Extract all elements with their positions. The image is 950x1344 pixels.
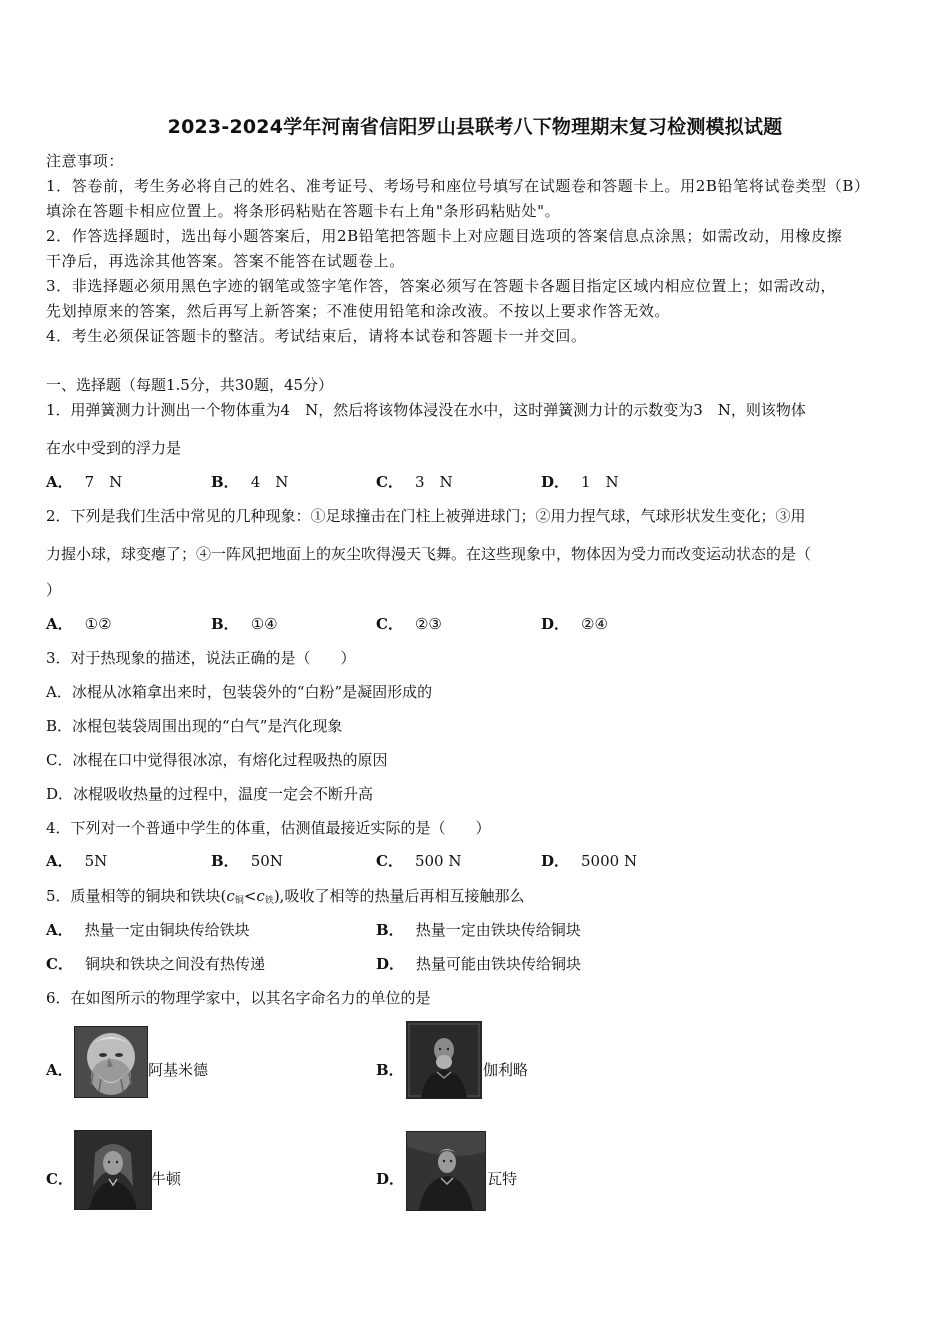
question-2-stem-cont: 力握小球，球变瘪了；④一阵风把地面上的灰尘吹得漫天飞舞。在这些现象中，物体因为受力而改变运动状态的是（	[46, 545, 812, 563]
question-6-stem: 6．在如图所示的物理学家中，以其名字命名力的单位的是	[46, 989, 431, 1007]
q3-option-d: D．冰棍吸收热量的过程中，温度一定会不断升高	[46, 785, 374, 803]
q2-option-a: A． ①②	[46, 615, 112, 633]
exam-page: 2023-2024学年河南省信阳罗山县联考八下物理期末复习检测模拟试题 注意事项： 1．答卷前，考生务必将自己的姓名、准考证号、考场号和座位号填写在试题卷和答题卡上。用2B铅笔将试卷类型（B） 填涂在答题卡相应位置上。将条形码粘贴在答题卡右上角"条形码粘贴处"。 2．作答选择题时，选出每小题答案后，用2B铅笔把答题卡上对应题目选项的答案信息点涂黑；如需改动，用橡皮擦 干净后，再选涂其他答案。答案不能答在试题卷上。 3．非选择题必须用黑色字迹的钢笔或签字笔作答，答案必须写在答题卡各题目指定区域内相应位置上；如需改动， 先划掉原来的答案，然后再写上新答案；不准使用铅笔和涂改液。不按以上要求作答无效。 4．考生必须保证答题卡的整洁。考试结束后，请将本试卷和答题卡一并交回。 一、选择题（每题1.5分，共30题，45分） 1．用弹簧测力计测出一个物体重为4 N，然后将该物体浸没在水中，这时弹簧测力计的示数变为3 N，则该物体 在水中受到的浮力是 A． 7 N B． 4 N C． 3 N D． 1 N 2．下列是我们生活中常见的几种现象：①足球撞击在门柱上被弹进球门；②用力捏气球，气球形状发生变化；③用 力握小球，球变瘪了；④一阵风把地面上的灰尘吹得漫天飞舞。在这些现象中，物体因为受力而改变运动状态的是（ ） A． ①② B． ①④ C． ②③ D． ②④ 3．对于热现象的描述，说法正确的是（ ） A．冰棍从冰箱拿出来时，包装袋外的“白粉”是凝固形成的 B．冰棍包装袋周围出现的“白气”是汽化现象 C．冰棍在口中觉得很冰凉，有熔化过程吸热的原因 D．冰棍吸收热量的过程中，温度一定会不断升高 4．下列对一个普通中学生的体重，估测值最接近实际的是（ ） A． 5N B． 50N C． 500 N D． 5000 N 5．质量相等的铜块和铁块$(c_铜<c_铁)$,吸收了相等的热量后再相互接触那么 A． 热量一定由铜块传给铁块 B． 热量一定由铁块传给铜块 C． 铜块和铁块之间没有热传递 D． 热量可能由铁块传给铜块 6．在如图所示的物理学家中，以其名字命名力的单位的是 A． 阿基米德 B． 伽利略 C． 牛顿 D． 瓦特	[0, 0, 950, 1344]
question-3-stem: 3．对于热现象的描述，说法正确的是（ ）	[46, 649, 356, 667]
question-5-stem: 5．质量相等的铜块和铁块$(c_铜<c_铁)$,吸收了相等的热量后再相互接触那么	[46, 887, 525, 906]
notice-line: 填涂在答题卡相应位置上。将条形码粘贴在答题卡右上角"条形码粘贴处"。	[46, 202, 561, 220]
question-1-stem-cont: 在水中受到的浮力是	[46, 439, 182, 457]
question-1-stem: 1．用弹簧测力计测出一个物体重为4 N，然后将该物体浸没在水中，这时弹簧测力计的示数变为3 N，则该物体	[46, 401, 806, 419]
q5-option-b: B． 热量一定由铁块传给铜块	[376, 921, 581, 939]
page-title: 2023-2024学年河南省信阳罗山县联考八下物理期末复习检测模拟试题	[167, 116, 783, 138]
q2-option-d: D． ②④	[541, 615, 608, 633]
notice-line: 1．答卷前，考生务必将自己的姓名、准考证号、考场号和座位号填写在试题卷和答题卡上。用2B铅笔将试卷类型（B）	[46, 177, 870, 195]
q1-option-c: C． 3 N	[376, 473, 453, 491]
q1-option-a: A． 7 N	[46, 473, 123, 491]
q3-option-b: B．冰棍包装袋周围出现的“白气”是汽化现象	[46, 717, 343, 735]
q5-option-c: C． 铜块和铁块之间没有热传递	[46, 955, 265, 973]
newton-portrait-image	[74, 1130, 152, 1210]
q4-option-a: A． 5N	[46, 852, 108, 870]
notice-line: 先划掉原来的答案，然后再写上新答案；不准使用铅笔和涂改液。不按以上要求作答无效。	[46, 302, 671, 320]
question-2-stem-end: ）	[46, 581, 62, 599]
q3-option-c: C．冰棍在口中觉得很冰凉，有熔化过程吸热的原因	[46, 751, 388, 769]
q1-option-d: D． 1 N	[541, 473, 619, 491]
notice-line: 3．非选择题必须用黑色字迹的钢笔或签字笔作答，答案必须写在答题卡各题目指定区域内相应位置上；如需改动，	[46, 277, 837, 295]
q2-option-c: C． ②③	[376, 615, 442, 633]
q4-option-b: B． 50N	[211, 852, 283, 870]
q4-option-d: D． 5000 N	[541, 852, 638, 870]
section-heading: 一、选择题（每题1.5分，共30题，45分）	[46, 376, 334, 394]
q5-option-a: A． 热量一定由铜块传给铁块	[46, 921, 250, 939]
q4-option-c: C． 500 N	[376, 852, 462, 870]
q2-option-b: B． ①④	[211, 615, 278, 633]
notice-line: 2．作答选择题时，选出每小题答案后，用2B铅笔把答题卡上对应题目选项的答案信息点涂黑；如需改动，用橡皮擦	[46, 227, 843, 245]
galileo-portrait-image	[406, 1021, 482, 1099]
question-4-stem: 4．下列对一个普通中学生的体重，估测值最接近实际的是（ ）	[46, 819, 491, 837]
archimedes-portrait-image	[74, 1026, 148, 1098]
q5-option-d: D． 热量可能由铁块传给铜块	[376, 955, 582, 973]
watt-portrait-image	[406, 1131, 486, 1211]
q3-option-a: A．冰棍从冰箱拿出来时，包装袋外的“白粉”是凝固形成的	[46, 683, 433, 701]
notice-line: 4．考生必须保证答题卡的整洁。考试结束后，请将本试卷和答题卡一并交回。	[46, 327, 587, 345]
notice-heading: 注意事项：	[46, 152, 125, 170]
notice-line: 干净后，再选涂其他答案。答案不能答在试题卷上。	[46, 252, 405, 270]
question-2-stem: 2．下列是我们生活中常见的几种现象：①足球撞击在门柱上被弹进球门；②用力捏气球，气球形状发生变化；③用	[46, 507, 806, 525]
q1-option-b: B． 4 N	[211, 473, 289, 491]
